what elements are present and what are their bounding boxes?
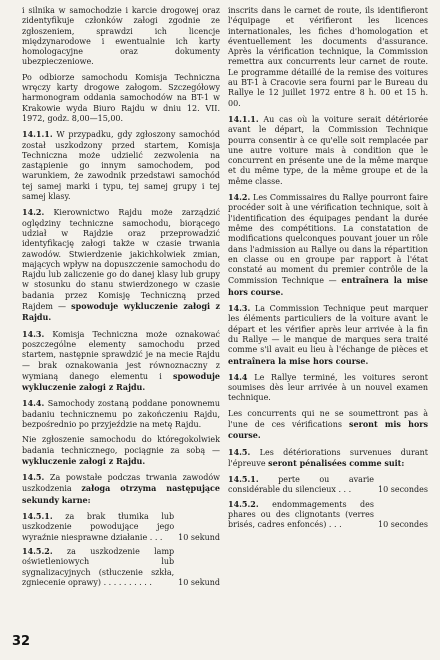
section-number: 14.3. <box>228 303 251 314</box>
section-number: 14.1.1. <box>228 113 259 124</box>
section-14-2: 14.2. Les Commissaires du Rallye pourront faire procéder soit à une vérification technique, soit à l'identification des équipages pendant la durée même des compétitions. La constatation de modifications quelconques pouvant jouer un rôle dans l'admission au Rallye ou dans la répartition en classe ou en groupe par rapport à l'état constaté au moment du premier contrôle de la Commission Technique — entraînera la mise hors course. <box>228 192 429 297</box>
section-14-5: 14.5. Za powstałe podczas trwania zawodów uszkodzenia załoga otrzyma następujące sekundy karne: <box>22 472 221 505</box>
section-number: 14.2. <box>228 192 251 203</box>
section-number: 14.5. <box>22 472 45 483</box>
section-14-1-1: 14.1.1. W przypadku, gdy zgłoszony samochód został uszkodzony przed startem, Komisja Techniczna może udzielić zezwolenia na zastąpienie go innym samochodem, pod warunkiem, że zawodnik przedstawi samochód tej samej marki i typu, tej samej grupy i tej samej klasy. <box>22 129 220 202</box>
section-number: 14.2. <box>22 207 45 218</box>
section-14-4: 14.4. Samochody zostaną poddane ponownemu badaniu technicznemu po zakończeniu Rajdu, bezpośrednio po przyjeździe na metę Rajdu. <box>22 398 220 429</box>
section-number: 14.4. <box>22 398 45 409</box>
column-french <box>228 6 428 534</box>
paragraph-concurrents: Les concurrents qui ne se soumettront pas à l'une de ces vérifications seront mis hors course. <box>228 408 429 441</box>
section-number: 14.4 <box>228 371 248 382</box>
section-14-2: 14.2. Kierownictwo Rajdu może zarządzić oględziny techniczne samochodu, biorącego udział w Rajdzie oraz przeprowadzić identyfikację załogi także w czasie trwania zawodów. Stwierdzenie jakichkolwiek zmian, mających wpływ na dopuszczenie samochodu do Rajdu lub zaliczenie go do danej klasy lub grupy w stosunku do stanu stwierdzonego w czasie badania przez Komisję Techniczną przed Rajdem — spowoduje wykluczenie załogi z Rajdu. <box>22 207 220 323</box>
paragraph-odbior: Po odbiorze samochodu Komisja Techniczna wręczy karty drogowe załogom. Szczegółowy harmonogram oddania samochodów na BT-1 w Krakowie wyda Biuro Rajdu w dniu 12. VII. 1972, godz. 8,00—15,00. <box>22 72 220 123</box>
penalty-row-14-5-2: 14.5.2. endommagements des phares ou des clignotants (verres brisés, cadres enfoncés) . . . 10 secondes <box>228 498 428 530</box>
section-number: 14.3. <box>22 328 45 339</box>
penalty-value: 10 sekund <box>178 577 220 587</box>
section-14-5: 14.5. Les détériorations survenues durant l'épreuve seront pénalisées comme suit: <box>228 446 428 468</box>
penalty-row-14-5-2: 14.5.2. za uszkodzenie lamp oświetleniowych lub sygnalizacyjnych (stłuczenie szkła, zgniecenie oprawy) . . . . . . . . . . 10 sekund <box>22 545 220 587</box>
section-14-1-1: 14.1.1. Au cas où la voiture serait détériorée avant le départ, la Commission Technique pourra consentir à ce qu'elle soit remplacée par une autre voiture mais à condition que le concurrent en présente une de la même marque et du même type, de la même groupe et de la même classe. <box>228 113 428 186</box>
penalty-row-14-5-1: 14.5.1. perte ou avarie considérable du silencieux . . . 10 secondes <box>228 474 428 495</box>
penalty-row-14-5-1: 14.5.1. za brak tłumika lub uszkodzenie powodujące jego wyraźnie niesprawne działanie . . . 10 sekund <box>22 511 220 542</box>
penalty-value: 10 sekund <box>178 532 220 542</box>
column-polish <box>22 6 220 591</box>
page-number: 32 <box>12 634 31 649</box>
penalty-value: 10 secondes <box>378 485 428 495</box>
section-number: 14.1.1. <box>22 129 53 140</box>
section-14-3: 14.3. Komisja Techniczna może oznakować poszczególne elementy samochodu przed startem, następnie sprawdzić je na mecie Rajdu — brak oznakowania jest równoznaczny z wymianą danego elementu i spowoduje wykluczenie załogi z Rajdu. <box>22 328 220 393</box>
section-14-4: 14.4 Le Rallye terminé, les voitures seront soumises dès leur arrivée à un nouvel examen technique. <box>228 371 428 403</box>
section-number: 14.5. <box>228 446 251 457</box>
paragraph-intro: i silnika w samochodzie i karcie drogowej oraz zidentyfikuje członków załogi zgodnie ze zgłoszeniem, sprawdzi ich licencje międzynarodowe i ewentualnie ich karty homologacyjne oraz dokumenty ubezpieczeniowe. <box>22 6 220 67</box>
section-14-3: 14.3. La Commission Technique peut marquer les éléments particuliers de la voiture avant le départ et les vérifier après leur arrivée à la fin du Rallye — le manque de marques sera traité comme s'il avait eu lieu à l'échange de pièces et entraînera la mise hors course. <box>228 303 428 366</box>
paragraph-intro: inscrits dans le carnet de route, ils identifieront l'équipage et vérifieront les licences internationales, les fiches d'homologation et éventuellement les documents d'assurance. Après la vérification technique, la Commission remettra aux concurrents leur carnet de route. Le programme détaillé de la remise des voitures au BT-1 à Cracovie sera fourni par le Bureau du Rallye le 12 juillet 1972 entre 8 h. 00 et 15 h. 00. <box>228 6 428 108</box>
paragraph-nie-zgloszenie: Nie zgłoszenie samochodu do któregokolwiek badania technicznego, pociągnie za sobą — wykluczenie załogi z Rajdu. <box>22 435 220 466</box>
penalty-value: 10 secondes <box>378 520 428 530</box>
